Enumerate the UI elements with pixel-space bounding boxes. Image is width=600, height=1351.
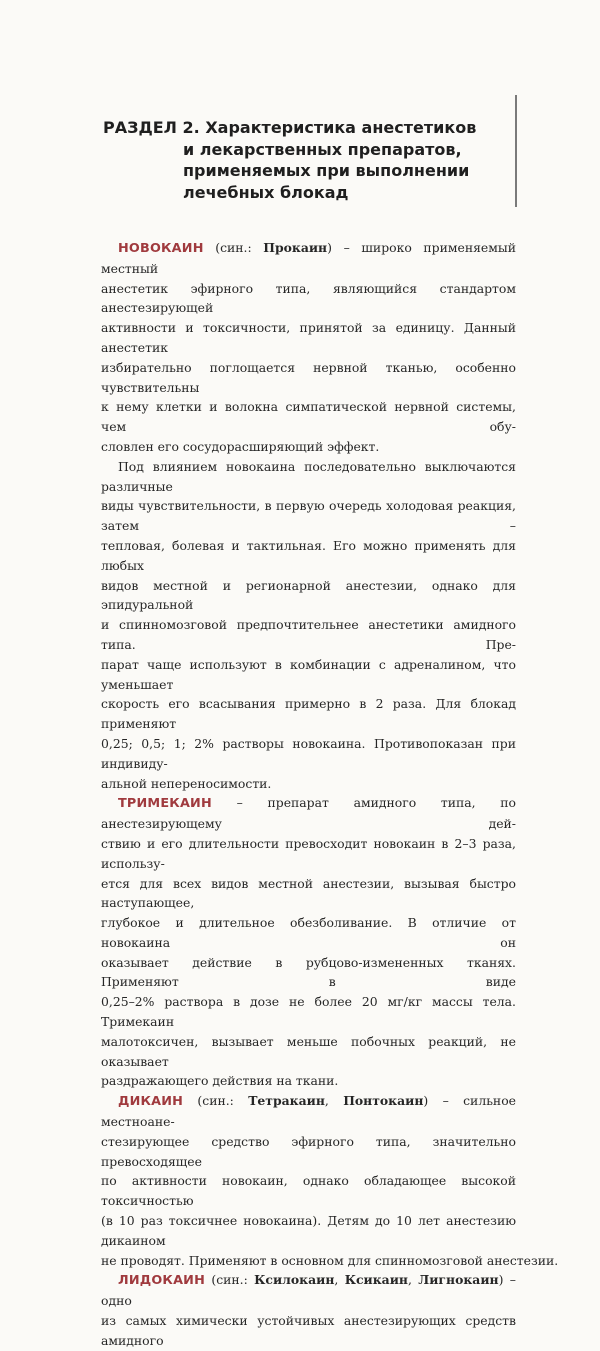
text-line: 0,25; 0,5; 1; 2% растворы новокаина. Противопоказан при индивиду- [101,735,516,771]
text-line: скорость его всасывания примерно в 2 раза. Для блокад применяют [101,696,516,732]
drug-term-dicaine: ДИКАИН [118,1094,184,1110]
text-line: ЛИДОКАИН (син.: Ксилокаин, Ксикаин, Лигнокаин) – одно [101,1272,516,1309]
text-line: активности и токсичности, принятой за единицу. Данный анестетик [101,320,516,355]
paragraph-lidocaine [101,1270,516,1350]
text-line: виды чувствительности, в первую очередь холодовая реакция, затем – [101,498,516,534]
text-line: Под влиянием новокаина последовательно выключаются различные [101,458,516,494]
synonym-name: Ксикаин [344,1272,408,1288]
text-line: к нему клетки и волокна симпатической нервной системы, чем обу- [101,399,516,435]
text-line: стезирующее средство эфирного типа, значительно превосходящее [101,1133,516,1169]
text-line: избирательно поглощается нервной тканью, особенно чувствительны [101,359,516,395]
drug-term-lidocaine: ЛИДОКАИН [118,1273,205,1289]
synonym-name: Ксилокаин [254,1272,335,1288]
synonym-name: Лигнокаин [418,1272,499,1288]
paragraph-novocaine [101,238,516,457]
body-text [101,238,559,1351]
text-line: ТРИМЕКАИН – препарат амидного типа, по анестезирующему дей- [101,795,516,832]
text-line: ется для всех видов местной анестезии, вызывая быстро наступающее, [101,875,516,911]
text-line: альной непереносимости. [101,775,272,791]
heading-line-4: лечебных блокад [183,182,349,202]
text-line: оказывает действие в рубцово-измененных тканях. Применяют в виде [101,954,516,990]
paragraph-dicaine [101,1091,559,1270]
text-line: малотоксичен, вызывает меньше побочных реакций, не оказывает [101,1033,516,1069]
text-line: (в 10 раз токсичнее новокаина). Детям до 10 лет анестезию дикаином [101,1213,516,1248]
text-line: не проводят. Применяют в основном для спинномозговой анестезии. [101,1252,559,1268]
text-line: и спинномозговой предпочтительнее анестетики амидного типа. Пре- [101,617,516,652]
heading-rule [515,95,517,207]
text-line: ствию и его длительности превосходит новокаин в 2–3 раза, использу- [101,835,516,871]
drug-term-novocaine: НОВОКАИН [118,241,204,256]
text-line: ДИКАИН (син.: Тетракаин, Понтокаин) – сильное местноане- [101,1093,516,1130]
text-line: словлен его сосудорасширяющий эффект. [101,438,380,454]
text-line: 0,25–2% раствора в дозе не более 20 мг/кг массы тела. Тримекаин [101,994,516,1030]
text-line: анестетик эфирного типа, являющийся стандартом анестезирующей [101,280,516,316]
paragraph-novocaine-action [101,457,516,794]
text-line: из самых химически устойчивых анестезирующих средств амидного [101,1313,516,1348]
heading-line-3: применяемых при выполнении [183,161,470,180]
text-line: глубокое и длительное обезболивание. В отличие от новокаина он [101,915,516,950]
text-line: раздражающего действия на ткани. [101,1073,339,1089]
section-heading [103,117,503,203]
heading-line-1: РАЗДЕЛ 2. Характеристика анестетиков [103,118,477,137]
text-line: парат чаще используют в комбинации с адреналином, что уменьшает [101,656,516,692]
synonym-name: Прокаин [263,240,328,255]
text-line: НОВОКАИН (син.: Прокаин) – широко применяемый местный [101,240,516,276]
drug-term-trimecaine: ТРИМЕКАИН [118,796,212,812]
synonym-name: Понтокаин [343,1093,424,1109]
text-line: тепловая, болевая и тактильная. Его можно применять для любых [101,537,516,573]
paragraph-trimecaine [101,793,516,1091]
heading-line-2: и лекарственных препаратов, [183,139,462,159]
section-label: РАЗДЕЛ 2. [103,118,200,137]
text-line: видов местной и регионарной анестезии, однако для эпидуральной [101,577,516,613]
text-line: по активности новокаин, однако обладающее высокой токсичностью [101,1173,516,1209]
synonym-name: Тетракаин [248,1093,325,1109]
